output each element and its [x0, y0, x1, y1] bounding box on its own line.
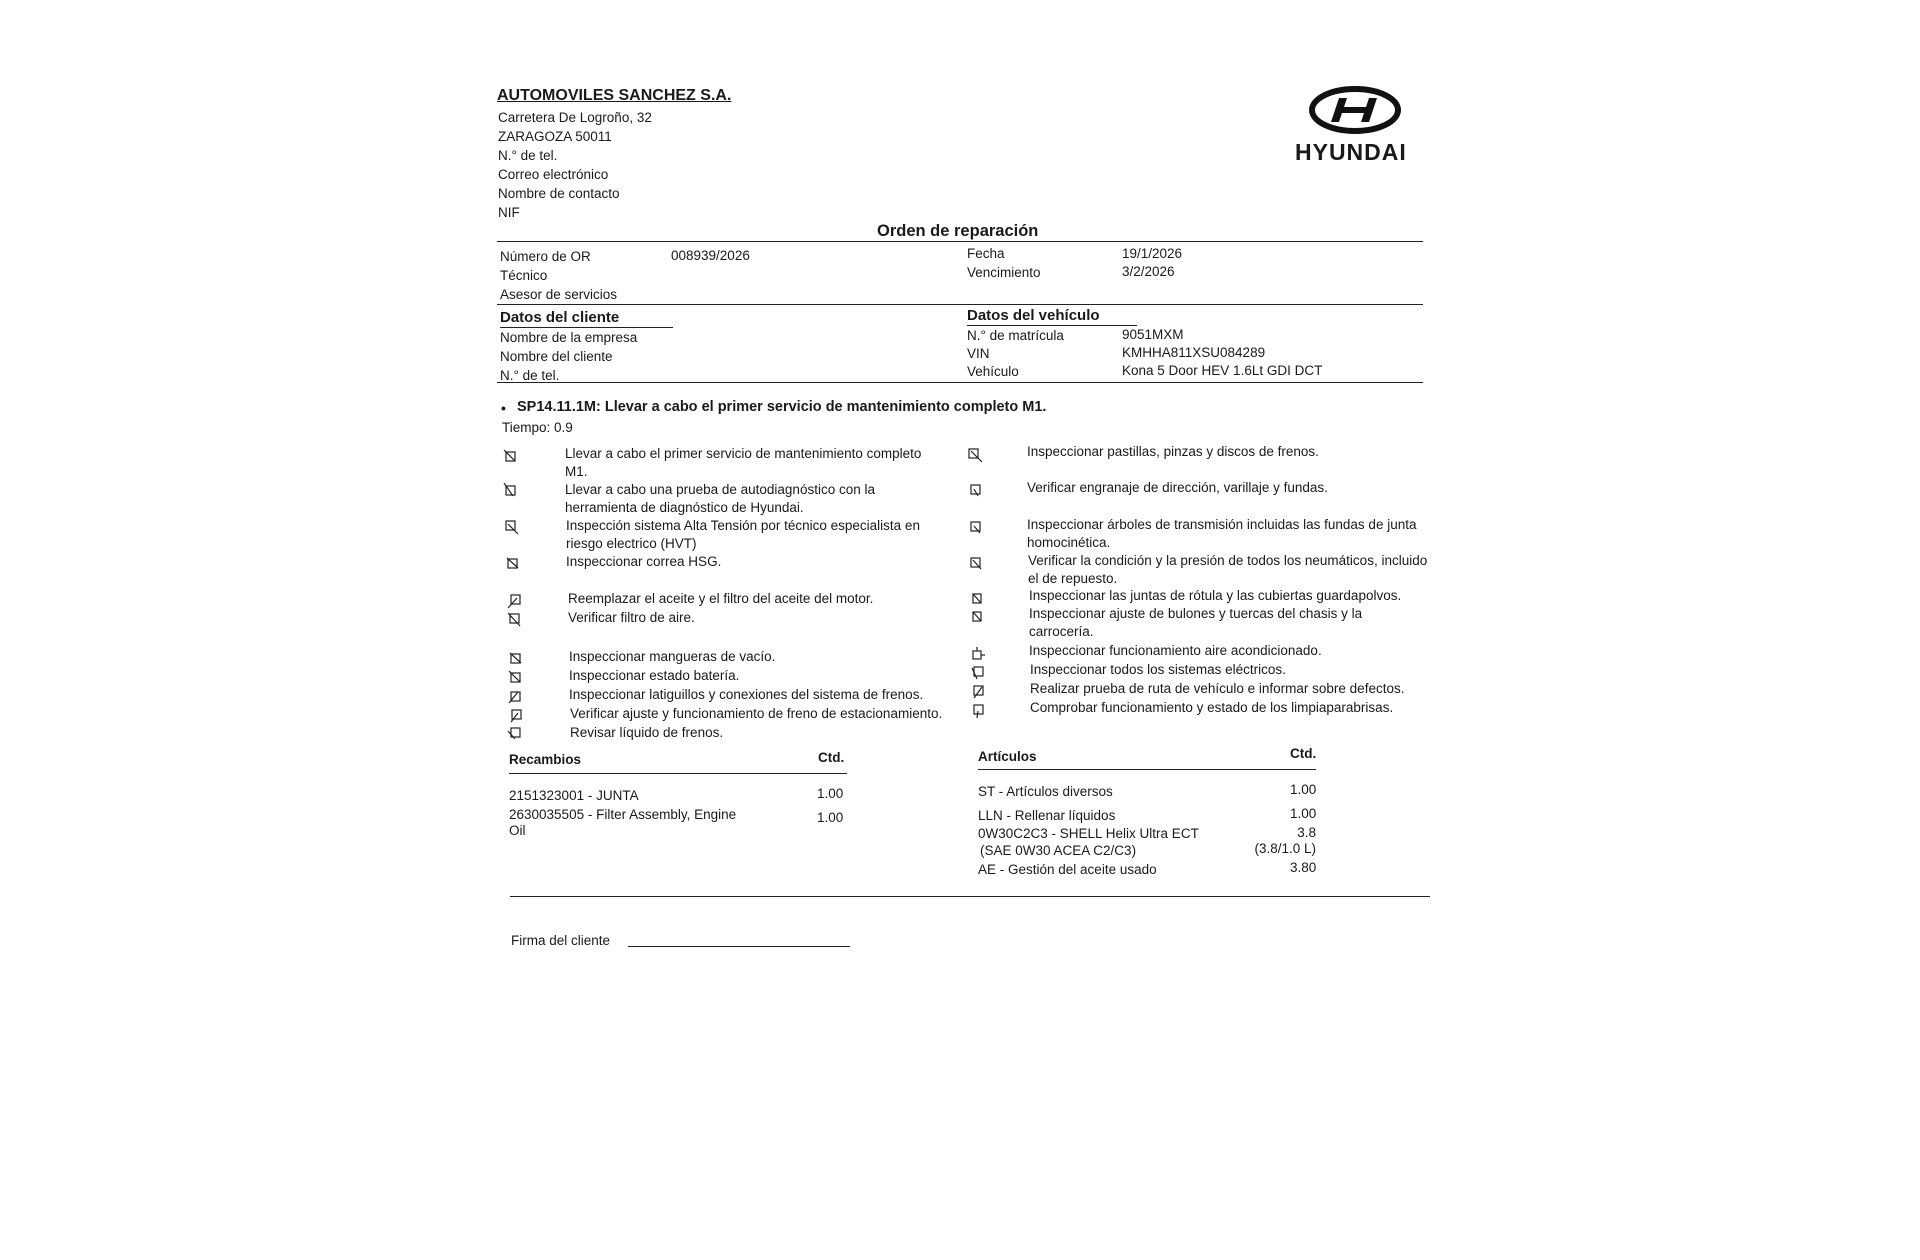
company-nif-label: NIF	[498, 205, 520, 220]
checkbox-icon	[505, 520, 516, 531]
due-date-label: Vencimiento	[967, 265, 1041, 280]
article-qty-detail: (3.8/1.0 L)	[1254, 841, 1316, 856]
vehicle-model-value: Kona 5 Door HEV 1.6Lt GDI DCT	[1122, 363, 1323, 378]
task-item: Inspeccionar latiguillos y conexiones del sistema de frenos.	[569, 687, 924, 702]
checkbox-icon	[508, 651, 519, 662]
date-value: 19/1/2026	[1122, 246, 1183, 261]
due-date-value: 3/2/2026	[1122, 264, 1175, 279]
task-item: Verificar engranaje de dirección, varillaje y fundas.	[1027, 480, 1328, 495]
task-item: Llevar a cabo una prueba de autodiagnóstico con la herramienta de diagnóstico de Hyundai.	[565, 482, 875, 515]
client-heading: Datos del cliente	[500, 309, 620, 326]
part-qty: 1.00	[817, 786, 844, 801]
task-item: Inspeccionar mangueras de vacío.	[569, 649, 776, 664]
company-contact-label: Nombre de contacto	[498, 186, 620, 201]
task-item: Realizar prueba de ruta de vehículo e informar sobre defectos.	[1030, 681, 1405, 696]
checkbox-icon	[973, 704, 984, 715]
checkbox-icon	[970, 557, 981, 568]
article-name-continued: (SAE 0W30 ACEA C2/C3)	[980, 843, 1137, 858]
task-item: Verificar la condición y la presión de todos los neumáticos, incluido el de repuesto.	[1028, 553, 1428, 586]
client-heading-underline	[500, 327, 673, 328]
checkbox-icon	[508, 689, 519, 700]
service-bullet: •	[501, 400, 506, 416]
checkbox-icon	[508, 670, 519, 681]
task-item: Verificar ajuste y funcionamiento de freno de estacionamiento.	[570, 706, 943, 721]
part-name: 2151323001 - JUNTA	[509, 788, 639, 803]
technician-label: Técnico	[500, 268, 548, 283]
task-item: Inspeccionar pastillas, pinzas y discos de frenos.	[1027, 444, 1319, 459]
company-phone-label: N.° de tel.	[498, 148, 558, 163]
article-qty: 3.8	[1297, 825, 1316, 840]
signature-label: Firma del cliente	[511, 933, 611, 948]
checkbox-icon	[509, 708, 520, 719]
vehicle-heading: Datos del vehículo	[967, 307, 1100, 324]
checkbox-icon	[970, 521, 981, 532]
task-item: Inspeccionar las juntas de rótula y las cubiertas guardapolvos.	[1029, 588, 1402, 603]
checkbox-icon	[971, 666, 982, 677]
company-city: ZARAGOZA 50011	[498, 129, 612, 144]
document-title: Orden de reparación	[877, 222, 1039, 240]
date-label: Fecha	[967, 246, 1005, 261]
parts-qty-heading: Ctd.	[818, 750, 845, 765]
checkbox-icon	[970, 484, 981, 495]
task-item: Revisar líquido de frenos.	[570, 725, 724, 740]
checkbox-icon	[505, 556, 516, 567]
task-item: Inspección sistema Alta Tensión por técnico especialista en riesgo electrico (HVT)	[566, 518, 920, 551]
checkbox-icon	[507, 594, 518, 605]
company-email-label: Correo electrónico	[498, 167, 609, 182]
article-name: AE - Gestión del aceite usado	[978, 862, 1157, 877]
articles-heading: Artículos	[978, 749, 1037, 764]
divider	[510, 896, 1430, 897]
divider	[978, 769, 1316, 770]
article-name: ST - Artículos diversos	[978, 784, 1113, 799]
task-item: Inspeccionar todos los sistemas eléctricos.	[1030, 662, 1286, 677]
checkbox-icon	[968, 448, 979, 459]
plate-value: 9051MXM	[1122, 327, 1184, 342]
task-item: Comprobar funcionamiento y estado de los limpiaparabrisas.	[1030, 700, 1394, 715]
checkbox-icon	[971, 647, 982, 658]
checkbox-icon	[503, 483, 514, 494]
plate-label: N.° de matrícula	[967, 328, 1064, 343]
article-qty: 3.80	[1290, 860, 1317, 875]
company-address: Carretera De Logroño, 32	[498, 110, 652, 125]
article-qty: 1.00	[1290, 782, 1317, 797]
service-time: Tiempo: 0.9	[502, 420, 573, 435]
divider	[509, 773, 847, 774]
client-name-label: Nombre del cliente	[500, 349, 613, 364]
signature-line	[628, 946, 850, 947]
vehicle-heading-underline	[967, 325, 1137, 326]
order-number-label: Número de OR	[500, 249, 591, 264]
client-phone-label: N.° de tel.	[500, 368, 560, 383]
vin-label: VIN	[967, 346, 990, 361]
task-item: Verificar filtro de aire.	[568, 610, 695, 625]
checkbox-icon	[507, 612, 518, 623]
part-name-continued: Oil	[509, 823, 526, 838]
checkbox-icon	[971, 610, 982, 621]
company-name: AUTOMOVILES SANCHEZ S.A.	[497, 87, 732, 104]
part-name: 2630035505 - Filter Assembly, Engine	[509, 807, 737, 822]
order-number-value: 008939/2026	[671, 248, 750, 263]
task-item: Inspeccionar funcionamiento aire acondicionado.	[1029, 643, 1322, 658]
task-item: Llevar a cabo el primer servicio de mantenimiento completo M1.	[565, 446, 922, 479]
checkbox-icon	[507, 726, 518, 737]
vehicle-model-label: Vehículo	[967, 364, 1019, 379]
client-company-label: Nombre de la empresa	[500, 330, 638, 345]
part-qty: 1.00	[817, 810, 844, 825]
task-item: Inspeccionar estado batería.	[569, 668, 740, 683]
checkbox-icon	[971, 592, 982, 603]
task-item: Reemplazar el aceite y el filtro del aceite del motor.	[568, 591, 874, 606]
checkbox-icon	[972, 684, 983, 695]
article-name: LLN - Rellenar líquidos	[978, 808, 1116, 823]
hyundai-logo-icon	[1309, 85, 1401, 135]
divider	[497, 241, 1423, 242]
task-item: Inspeccionar árboles de transmisión incluidas las fundas de junta homocinética.	[1027, 517, 1417, 550]
divider	[497, 382, 1423, 383]
task-item: Inspeccionar correa HSG.	[566, 554, 722, 569]
hyundai-logo-text: HYUNDAI	[1295, 139, 1407, 165]
divider	[497, 304, 1423, 305]
advisor-label: Asesor de servicios	[500, 287, 618, 302]
checkbox-icon	[503, 449, 514, 460]
articles-qty-heading: Ctd.	[1290, 746, 1317, 761]
vin-value: KMHHA811XSU084289	[1122, 345, 1266, 360]
task-item: Inspeccionar ajuste de bulones y tuercas del chasis y la carrocería.	[1029, 606, 1363, 639]
parts-heading: Recambios	[509, 752, 582, 767]
service-title: SP14.11.1M: Llevar a cabo el primer servicio de mantenimiento completo M1.	[517, 399, 1047, 415]
article-qty: 1.00	[1290, 806, 1317, 821]
article-name: 0W30C2C3 - SHELL Helix Ultra ECT	[978, 826, 1199, 841]
